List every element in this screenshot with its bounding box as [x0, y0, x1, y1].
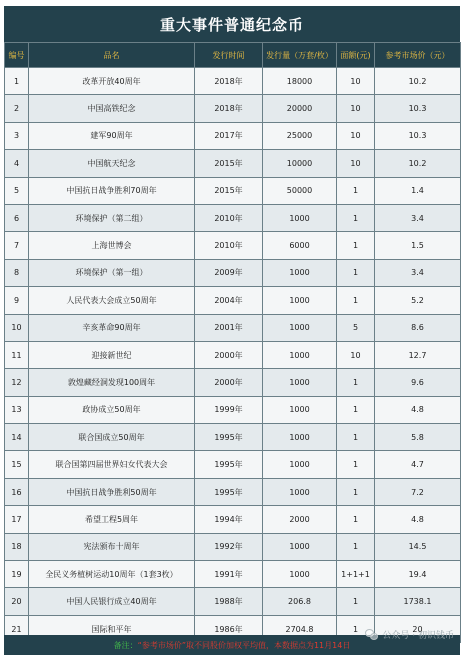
cell-name: 联合国成立50周年: [29, 424, 195, 451]
cell-number: 8: [5, 259, 29, 286]
table-row: [5, 122, 461, 149]
watermark-text: 公众号 · 初识钱币: [382, 631, 454, 641]
commemorative-coin-table: [4, 42, 461, 643]
cell-face-value: 1: [337, 478, 375, 505]
cell-market-price: 9.6: [375, 369, 461, 396]
cell-face-value: 1: [337, 588, 375, 615]
cell-market-price: 10.3: [375, 122, 461, 149]
cell-issue-date: 1995年: [195, 451, 263, 478]
cell-volume: 1000: [263, 451, 337, 478]
cell-number: 6: [5, 204, 29, 231]
table-header: [5, 43, 461, 68]
cell-issue-date: 2000年: [195, 369, 263, 396]
cell-number: 20: [5, 588, 29, 615]
cell-issue-date: 2015年: [195, 177, 263, 204]
table-row: [5, 95, 461, 122]
cell-number: 18: [5, 533, 29, 560]
cell-market-price: 12.7: [375, 341, 461, 368]
cell-name: 国际和平年: [29, 615, 195, 642]
column-header-name: 品名: [29, 43, 195, 68]
watermark: [365, 628, 454, 641]
cell-market-price: 3.4: [375, 204, 461, 231]
cell-face-value: 1: [337, 287, 375, 314]
table-row: [5, 287, 461, 314]
cell-name: 中国抗日战争胜利50周年: [29, 478, 195, 505]
table-row: [5, 341, 461, 368]
cell-volume: 1000: [263, 396, 337, 423]
cell-volume: 2704.8: [263, 615, 337, 642]
cell-volume: 1000: [263, 533, 337, 560]
cell-number: 12: [5, 369, 29, 396]
cell-volume: 1000: [263, 424, 337, 451]
cell-issue-date: 2010年: [195, 232, 263, 259]
cell-number: 10: [5, 314, 29, 341]
table-row: [5, 424, 461, 451]
cell-market-price: 1738.1: [375, 588, 461, 615]
cell-market-price: 7.2: [375, 478, 461, 505]
cell-name: 辛亥革命90周年: [29, 314, 195, 341]
column-header-number: 编号: [5, 43, 29, 68]
cell-number: 7: [5, 232, 29, 259]
cell-market-price: 1.5: [375, 232, 461, 259]
cell-volume: 1000: [263, 314, 337, 341]
cell-volume: 206.8: [263, 588, 337, 615]
cell-number: 17: [5, 506, 29, 533]
cell-volume: 1000: [263, 561, 337, 588]
cell-number: 15: [5, 451, 29, 478]
cell-name: 政协成立50周年: [29, 396, 195, 423]
cell-face-value: 10: [337, 68, 375, 95]
cell-name: 建军90周年: [29, 122, 195, 149]
cell-name: 全民义务植树运动10周年（1套3枚）: [29, 561, 195, 588]
cell-number: 19: [5, 561, 29, 588]
column-header-market-price: 参考市场价（元）: [375, 43, 461, 68]
cell-number: 2: [5, 95, 29, 122]
cell-name: 宪法颁布十周年: [29, 533, 195, 560]
cell-name: 环境保护（第二组）: [29, 204, 195, 231]
column-header-issue-date: 发行时间: [195, 43, 263, 68]
cell-name: 中国抗日战争胜利70周年: [29, 177, 195, 204]
table-row: [5, 314, 461, 341]
cell-issue-date: 2001年: [195, 314, 263, 341]
cell-issue-date: 2000年: [195, 341, 263, 368]
cell-name: 中国人民银行成立40周年: [29, 588, 195, 615]
wechat-icon: [365, 629, 378, 640]
table-row: [5, 259, 461, 286]
cell-face-value: 1: [337, 204, 375, 231]
cell-issue-date: 2017年: [195, 122, 263, 149]
cell-market-price: 4.8: [375, 506, 461, 533]
cell-market-price: 4.8: [375, 396, 461, 423]
cell-face-value: 1+1+1: [337, 561, 375, 588]
table-row: [5, 369, 461, 396]
cell-face-value: 1: [337, 232, 375, 259]
cell-volume: 10000: [263, 150, 337, 177]
cell-issue-date: 2010年: [195, 204, 263, 231]
cell-issue-date: 2009年: [195, 259, 263, 286]
cell-number: 4: [5, 150, 29, 177]
cell-issue-date: 2004年: [195, 287, 263, 314]
cell-name: 人民代表大会成立50周年: [29, 287, 195, 314]
cell-market-price: 8.6: [375, 314, 461, 341]
footer-note-prefix: 备注：: [113, 640, 138, 650]
cell-face-value: 1: [337, 177, 375, 204]
table-row: [5, 478, 461, 505]
table-row: [5, 204, 461, 231]
cell-market-price: 14.5: [375, 533, 461, 560]
cell-volume: 1000: [263, 369, 337, 396]
cell-volume: 1000: [263, 287, 337, 314]
cell-issue-date: 1995年: [195, 424, 263, 451]
table-row: [5, 177, 461, 204]
cell-number: 1: [5, 68, 29, 95]
cell-volume: 6000: [263, 232, 337, 259]
footer-note-text: “参考市场价”取不同股价加权平均值，本数据点为11月14日: [137, 640, 351, 650]
cell-face-value: 1: [337, 369, 375, 396]
cell-volume: 1000: [263, 259, 337, 286]
cell-issue-date: 1999年: [195, 396, 263, 423]
cell-market-price: 1.4: [375, 177, 461, 204]
cell-issue-date: 1994年: [195, 506, 263, 533]
cell-name: 敦煌藏经洞发现100周年: [29, 369, 195, 396]
cell-face-value: 10: [337, 341, 375, 368]
cell-name: 环境保护（第一组）: [29, 259, 195, 286]
cell-market-price: 5.8: [375, 424, 461, 451]
table-row: [5, 533, 461, 560]
cell-name: 上海世博会: [29, 232, 195, 259]
cell-number: 21: [5, 615, 29, 642]
cell-volume: 1000: [263, 204, 337, 231]
cell-face-value: 1: [337, 533, 375, 560]
cell-face-value: 1: [337, 396, 375, 423]
column-header-face-value: 面额(元): [337, 43, 375, 68]
table-row: [5, 232, 461, 259]
cell-face-value: 5: [337, 314, 375, 341]
cell-number: 9: [5, 287, 29, 314]
table-row: [5, 588, 461, 615]
cell-market-price: 3.4: [375, 259, 461, 286]
cell-name: 联合国第四届世界妇女代表大会: [29, 451, 195, 478]
cell-name: 中国高铁纪念: [29, 95, 195, 122]
cell-issue-date: 1995年: [195, 478, 263, 505]
cell-market-price: 10.2: [375, 68, 461, 95]
table-row: [5, 150, 461, 177]
table-row: [5, 561, 461, 588]
table-row: [5, 451, 461, 478]
table-title: 重大事件普通纪念币: [4, 6, 460, 42]
cell-volume: 20000: [263, 95, 337, 122]
cell-face-value: 1: [337, 424, 375, 451]
cell-volume: 2000: [263, 506, 337, 533]
cell-market-price: 20: [375, 615, 461, 642]
cell-issue-date: 2018年: [195, 95, 263, 122]
cell-face-value: 1: [337, 451, 375, 478]
cell-name: 希望工程5周年: [29, 506, 195, 533]
cell-issue-date: 1988年: [195, 588, 263, 615]
cell-face-value: 10: [337, 150, 375, 177]
header-row: [5, 43, 461, 68]
cell-face-value: 1: [337, 615, 375, 642]
column-header-volume: 发行量（万套/枚）: [263, 43, 337, 68]
cell-issue-date: 1986年: [195, 615, 263, 642]
cell-number: 3: [5, 122, 29, 149]
cell-market-price: 19.4: [375, 561, 461, 588]
cell-number: 14: [5, 424, 29, 451]
cell-face-value: 1: [337, 506, 375, 533]
cell-face-value: 10: [337, 122, 375, 149]
cell-name: 迎接新世纪: [29, 341, 195, 368]
cell-issue-date: 2018年: [195, 68, 263, 95]
cell-market-price: 10.2: [375, 150, 461, 177]
cell-issue-date: 2015年: [195, 150, 263, 177]
cell-issue-date: 1991年: [195, 561, 263, 588]
cell-face-value: 10: [337, 95, 375, 122]
cell-volume: 18000: [263, 68, 337, 95]
cell-market-price: 5.2: [375, 287, 461, 314]
cell-number: 11: [5, 341, 29, 368]
table-body: [5, 68, 461, 643]
cell-market-price: 4.7: [375, 451, 461, 478]
cell-number: 13: [5, 396, 29, 423]
cell-number: 16: [5, 478, 29, 505]
cell-number: 5: [5, 177, 29, 204]
cell-name: 中国航天纪念: [29, 150, 195, 177]
cell-volume: 1000: [263, 478, 337, 505]
cell-name: 改革开放40周年: [29, 68, 195, 95]
cell-volume: 25000: [263, 122, 337, 149]
cell-volume: 50000: [263, 177, 337, 204]
cell-face-value: 1: [337, 259, 375, 286]
table-row: [5, 68, 461, 95]
table-row: [5, 396, 461, 423]
cell-volume: 1000: [263, 341, 337, 368]
cell-issue-date: 1992年: [195, 533, 263, 560]
table-row: [5, 506, 461, 533]
cell-market-price: 10.3: [375, 95, 461, 122]
